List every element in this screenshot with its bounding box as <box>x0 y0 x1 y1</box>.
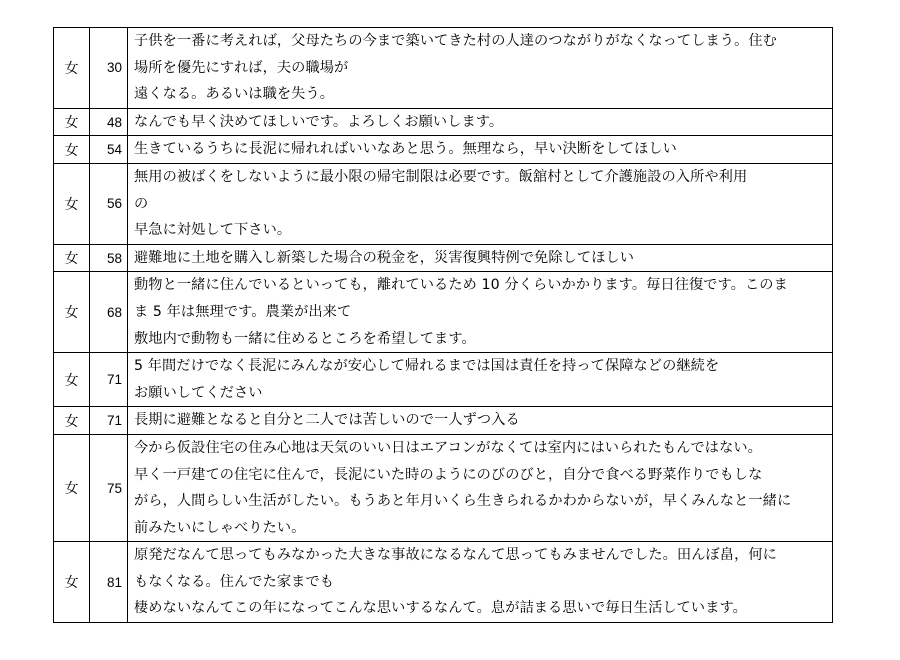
comment-cell <box>128 163 833 244</box>
table-row <box>54 434 833 541</box>
age-cell: 54 <box>90 136 128 164</box>
comment-line: ま 5 年は無理です。農業が出来て <box>134 303 352 320</box>
age-cell: 58 <box>90 244 128 272</box>
age-cell: 48 <box>90 108 128 136</box>
gender-cell: 女 <box>54 434 90 541</box>
survey-comments-table <box>53 27 833 623</box>
comment-line: もなくなる。住んでた家までも <box>134 573 335 590</box>
comment-line: がら，人間らしい生活がしたい。もうあと年月いくら生きられるかわからないが，早くみんなと一緒に <box>134 493 792 510</box>
comment-cell <box>128 272 833 353</box>
comment-line: 早く一戸建ての住宅に住んで，長泥にいた時のようにのびのびと，自分で食べる野菜作りでもしな <box>134 466 763 483</box>
comment-line: の <box>134 195 149 212</box>
age-cell: 71 <box>90 407 128 435</box>
comment-cell <box>128 407 833 435</box>
table-row <box>54 542 833 623</box>
table-row <box>54 28 833 109</box>
comment-line: 棲めないなんてこの年になってこんな思いするなんて。息が詰まる思いで毎日生活しています。 <box>134 600 747 617</box>
comment-line: 子供を一番に考えれば，父母たちの今まで築いてきた村の人達のつながりがなくなってしまう。住む <box>134 33 777 49</box>
age-cell: 71 <box>90 353 128 407</box>
gender-cell: 女 <box>54 136 90 164</box>
table-row <box>54 272 833 353</box>
comment-cell <box>128 108 833 136</box>
gender-cell: 女 <box>54 108 90 136</box>
comment-line: 無用の被ばくをしないように最小限の帰宅制限は必要です。飯舘村として介護施設の入所や利用 <box>134 168 748 185</box>
comment-line: 避難地に土地を購入し新築した場合の税金を，災害復興特例で免除してほしい <box>134 249 635 266</box>
gender-cell: 女 <box>54 407 90 435</box>
comment-line: 今から仮設住宅の住み心地は天気のいい日はエアコンがなくては室内にはいられたもんではない。 <box>134 439 762 456</box>
gender-cell: 女 <box>54 28 90 109</box>
comment-line: 遠くなる。あるいは職を失う。 <box>134 86 335 103</box>
comment-line: 原発だなんて思ってもみなかった大きな事故になるなんて思ってもみませんでした。田んぼ畠，何に <box>134 547 777 564</box>
comment-cell <box>128 28 833 109</box>
gender-cell: 女 <box>54 272 90 353</box>
age-cell: 81 <box>90 542 128 623</box>
table-row <box>54 407 833 435</box>
comment-cell <box>128 136 833 164</box>
comment-line: 場所を優先にすれば，夫の職場が <box>134 59 349 76</box>
comment-line: 長期に避難となると自分と二人では苦しいので一人ずつ入る <box>134 412 520 429</box>
comment-line: 前みたいにしゃべりたい。 <box>134 519 306 536</box>
comment-cell <box>128 244 833 272</box>
comment-cell <box>128 353 833 407</box>
table-row <box>54 163 833 244</box>
age-cell: 68 <box>90 272 128 353</box>
table-row <box>54 244 833 272</box>
gender-cell: 女 <box>54 353 90 407</box>
comment-line: 5 年間だけでなく長泥にみんなが安心して帰れるまでは国は責任を持って保障などの継続を <box>134 358 720 375</box>
gender-cell: 女 <box>54 542 90 623</box>
table-row <box>54 108 833 136</box>
gender-cell: 女 <box>54 244 90 272</box>
gender-cell: 女 <box>54 163 90 244</box>
comment-line: 敷地内で動物も一緒に住めるところを希望してます。 <box>134 330 476 347</box>
comment-cell <box>128 542 833 623</box>
age-cell: 30 <box>90 28 128 109</box>
comment-line: 生きているうちに長泥に帰れればいいなあと思う。無理なら，早い決断をしてほしい <box>134 141 677 158</box>
table-row <box>54 136 833 164</box>
comment-cell <box>128 434 833 541</box>
table-row <box>54 353 833 407</box>
comment-line: 早急に対処して下さい。 <box>134 222 292 239</box>
comment-line: 動物と一緒に住んでいるといっても，離れているため 10 分くらいかかります。毎日往復です。このま <box>134 277 788 294</box>
age-cell: 75 <box>90 434 128 541</box>
age-cell: 56 <box>90 163 128 244</box>
table-body <box>54 28 833 623</box>
comment-line: なんでも早く決めてほしいです。よろしくお願いします。 <box>134 113 504 130</box>
comment-line: お願いしてください <box>134 384 263 401</box>
